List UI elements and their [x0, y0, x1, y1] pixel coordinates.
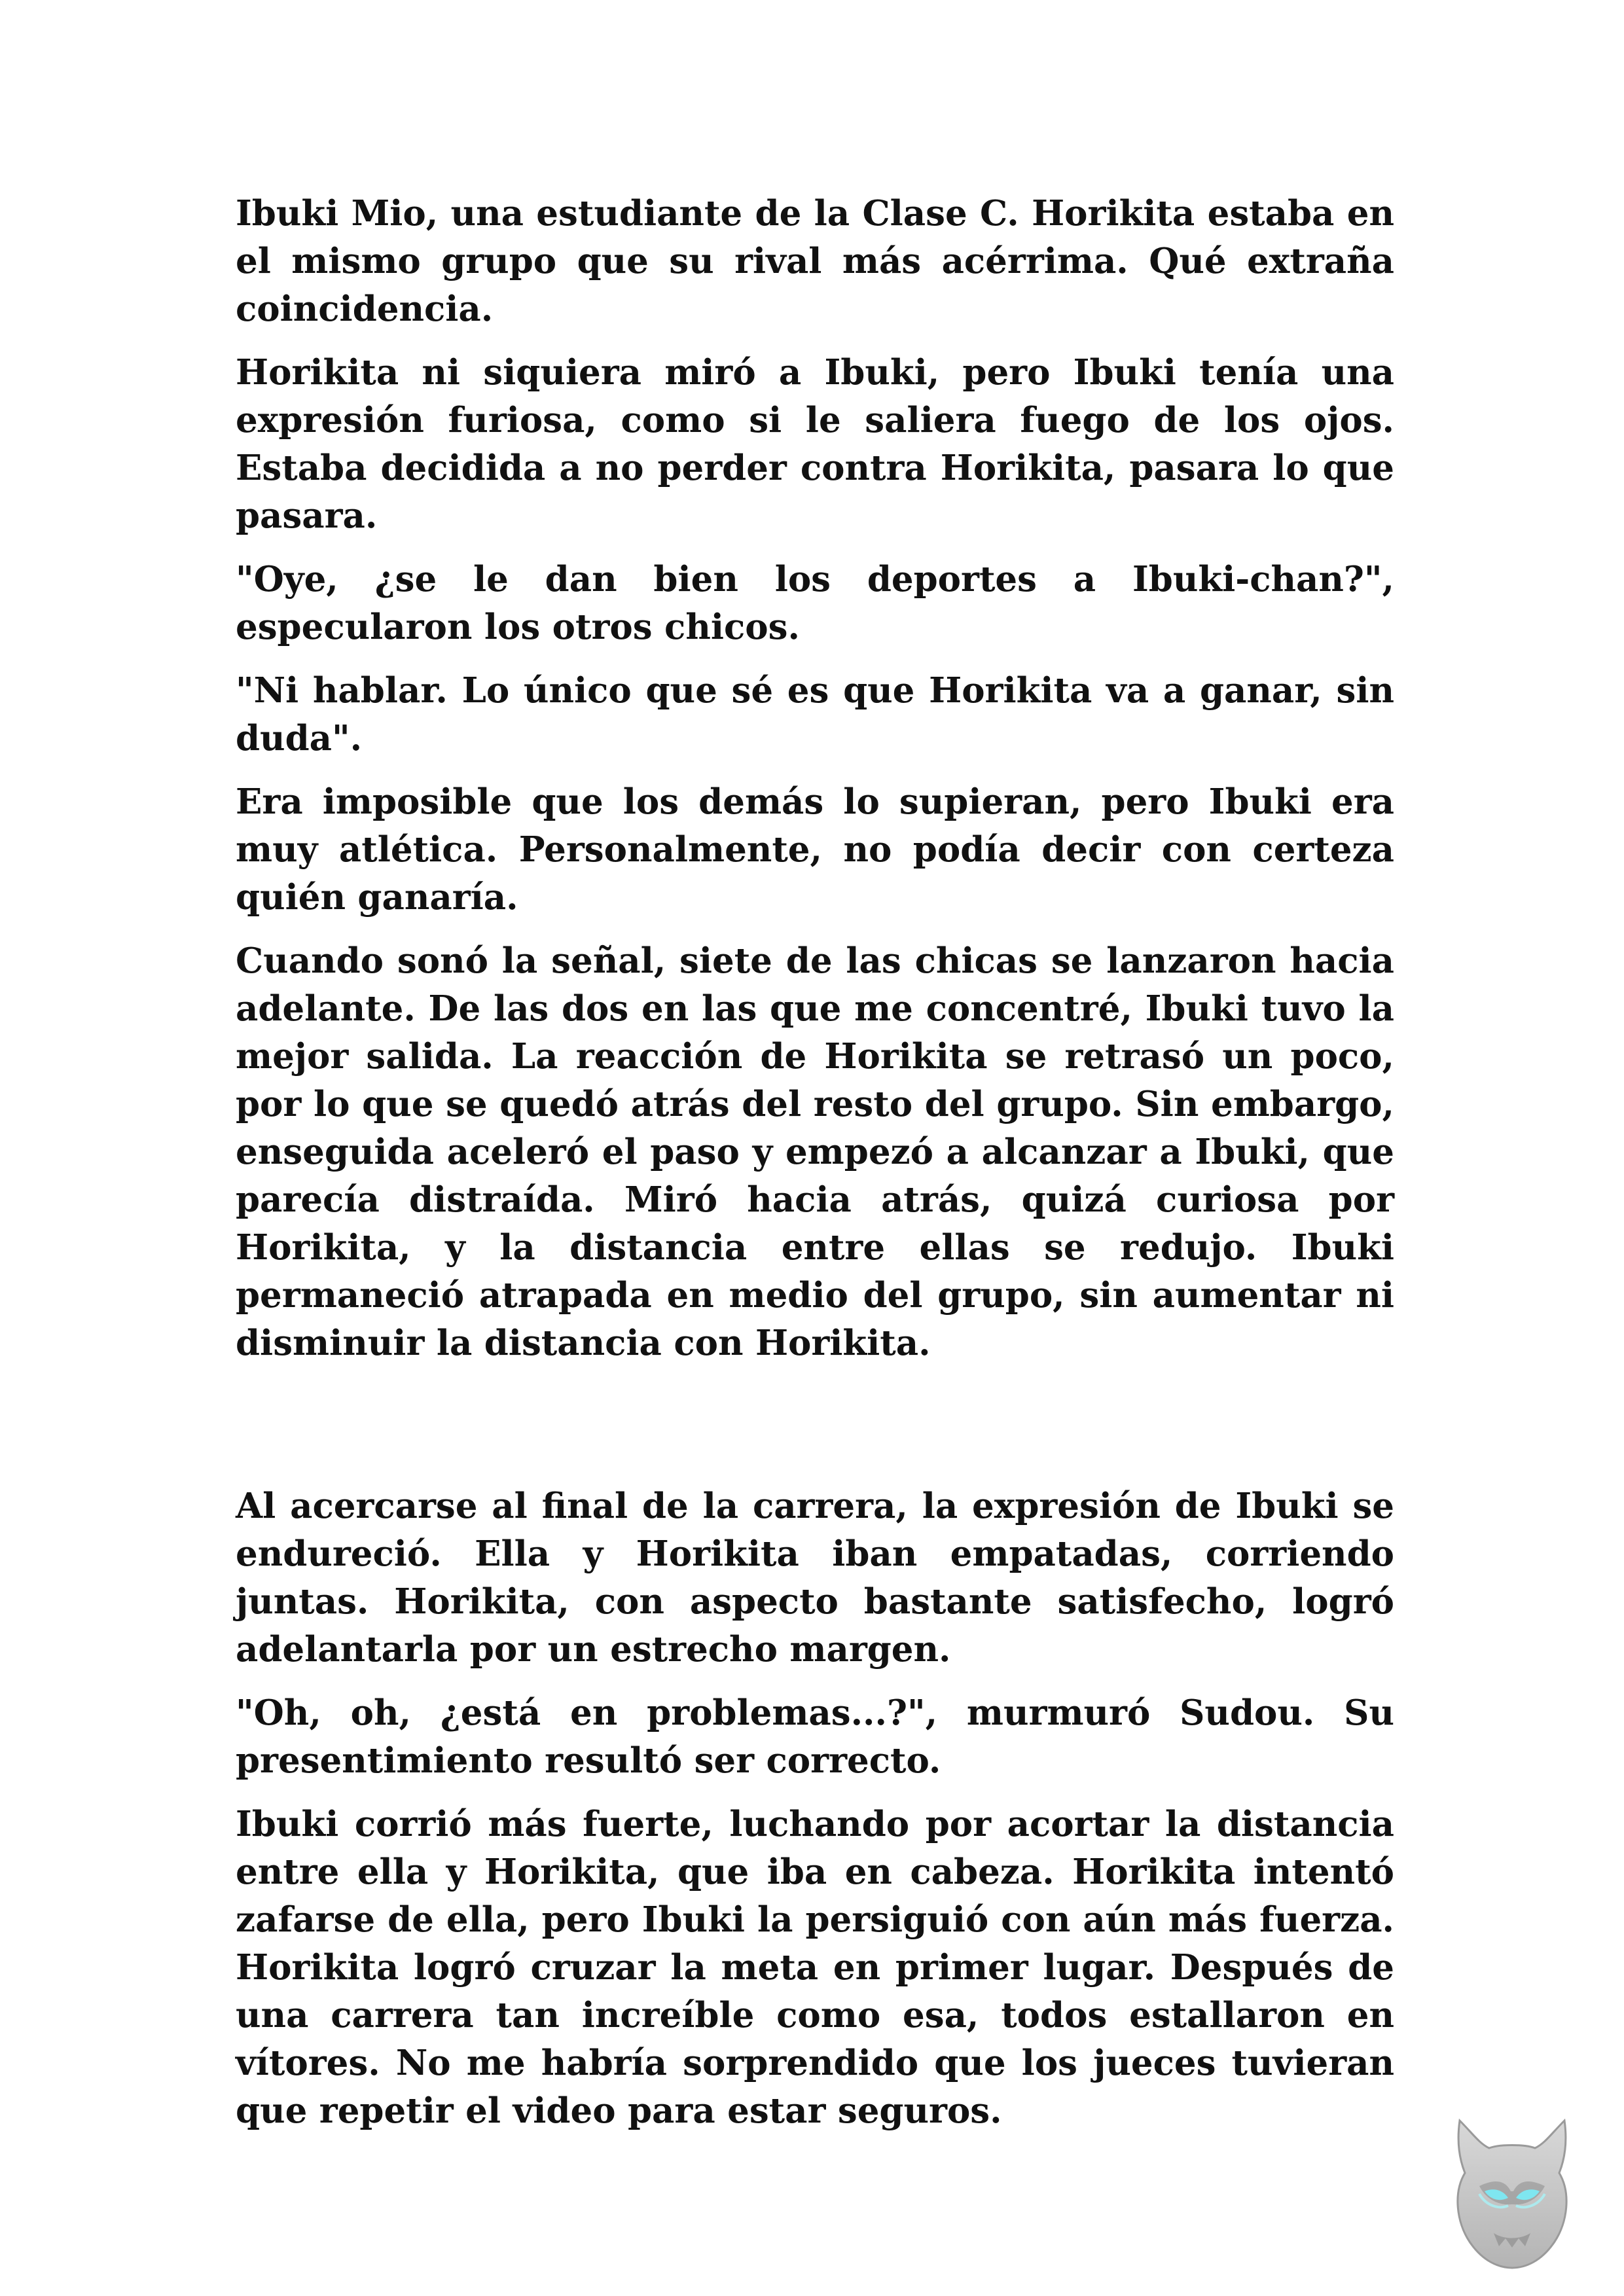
paragraph-9: Ibuki corrió más fuerte, luchando por acortar la distancia entre ella y Horikita, que iba en cabeza. Horikita intentó zafarse de ella, pero Ibuki la persiguió con aún más fuerza. Horikita logró cruzar la meta en primer lugar. Después de una carrera tan increíble como esa, todos estallaron en vítores. No me habría sorprendido que los jueces tuvieran que repetir el video para estar seguros. — [236, 1804, 1394, 2131]
paragraph-5: Era imposible que los demás lo supieran, pero Ibuki era muy atlética. Personalmente, no podía decir con certeza quién ganaría. — [236, 781, 1394, 918]
paragraph-1: Ibuki Mio, una estudiante de la Clase C. Horikita estaba en el mismo grupo que su rival más acérrima. Qué extraña coincidencia. — [236, 193, 1394, 329]
paragraph-7: Al acercarse al final de la carrera, la expresión de Ibuki se endureció. Ella y Horikita iban empatadas, corriendo juntas. Horikita, con aspecto bastante satisfecho, logró adelantarla por un estrecho margen. — [236, 1486, 1394, 1670]
paragraph-6: Cuando sonó la señal, siete de las chicas se lanzaron hacia adelante. De las dos en las que me concentré, Ibuki tuvo la mejor salida. La reacción de Horikita se retrasó un poco, por lo que se quedó atrás del resto del grupo. Sin embargo, enseguida aceleró el paso y empezó a alcanzar a Ibuki, que parecía distraída. Miró hacia atrás, quizá curiosa por Horikita, y la distancia entre ellas se redujo. Ibuki permaneció atrapada en medio del grupo, sin aumentar ni disminuir la distancia con Horikita. — [236, 941, 1394, 1363]
body-text — [236, 190, 1394, 2151]
demon-mask-icon — [1434, 2108, 1591, 2271]
paragraph-2: Horikita ni siquiera miró a Ibuki, pero Ibuki tenía una expresión furiosa, como si le saliera fuego de los ojos. Estaba decidida a no perder contra Horikita, pasara lo que pasara. — [236, 352, 1394, 536]
paragraph-8: "Oh, oh, ¿está en problemas...?", murmuró Sudou. Su presentimiento resultó ser correcto. — [236, 1693, 1394, 1781]
paragraph-3: "Oye, ¿se le dan bien los deportes a Ibuki-chan?", especularon los otros chicos. — [236, 559, 1394, 647]
paragraph-4: "Ni hablar. Lo único que sé es que Horikita va a ganar, sin duda". — [236, 670, 1394, 759]
